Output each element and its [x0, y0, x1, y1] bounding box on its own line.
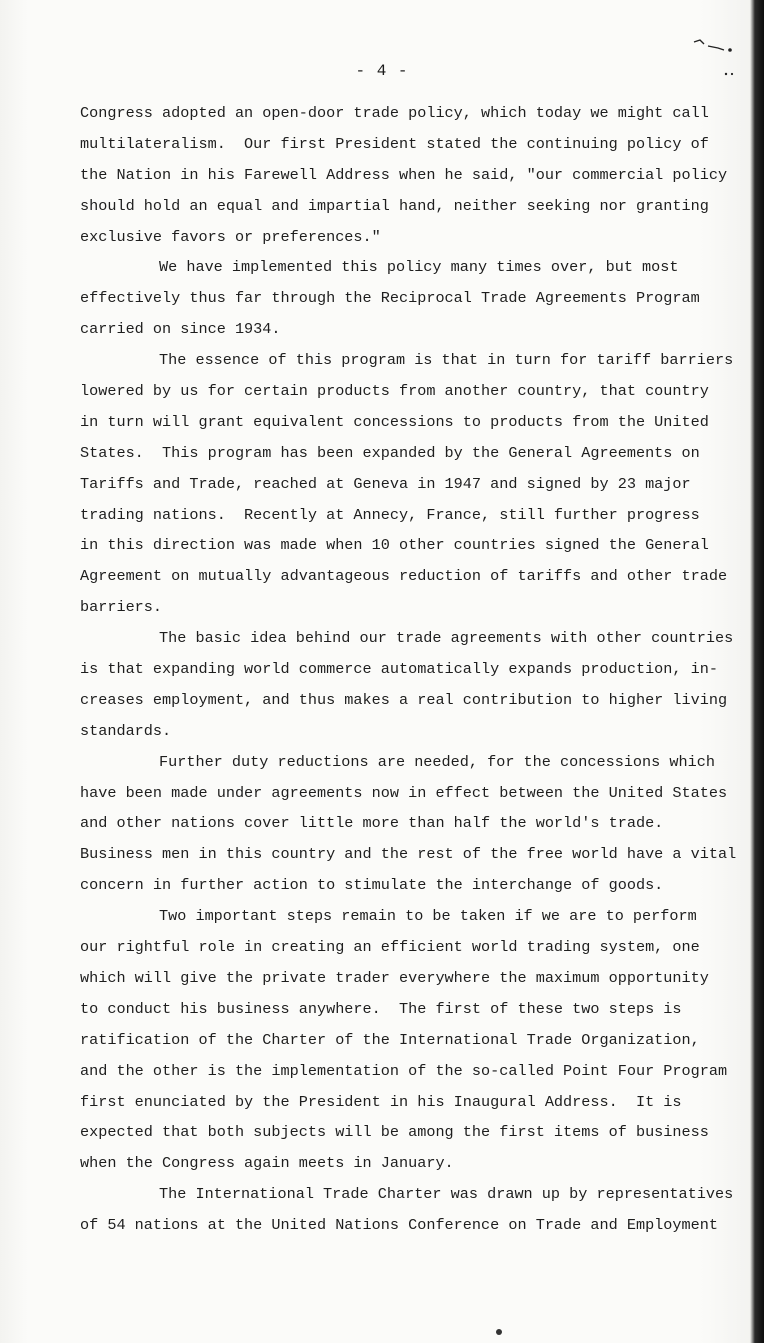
paragraph: [80, 1179, 734, 1241]
text-line: We have implemented this policy many times over, but most: [159, 258, 679, 277]
text-line: The essence of this program is that in turn for tariff barriers: [159, 351, 734, 370]
paragraph: [80, 623, 734, 747]
text-line: creases employment, and thus makes a real contribution to higher living: [80, 690, 728, 709]
text-line: which will give the private trader everywhere the maximum opportunity: [80, 968, 709, 987]
text-line: and other nations cover little more than half the world's trade.: [80, 814, 664, 833]
text-line: expected that both subjects will be among the first items of business: [80, 1123, 709, 1142]
text-line: barriers.: [80, 598, 163, 617]
paragraph: [80, 345, 734, 623]
text-line: multilateralism. Our first President stated the continuing policy of: [80, 134, 709, 153]
text-line: have been made under agreements now in effect between the United States: [80, 783, 728, 802]
text-line: standards.: [80, 721, 172, 740]
text-line: and the other is the implementation of the so-called Point Four Program: [80, 1061, 728, 1080]
text-line: Agreement on mutually advantageous reduction of tariffs and other trade: [80, 567, 728, 586]
text-line: exclusive favors or preferences.": [80, 227, 381, 246]
bottom-speck: [496, 1329, 502, 1335]
document-body: [80, 98, 737, 1241]
text-line: trading nations. Recently at Annecy, France, still further progress: [80, 505, 700, 524]
text-line: in this direction was made when 10 other countries signed the General: [80, 536, 709, 555]
paragraph: [80, 252, 700, 345]
text-line: ratification of the Charter of the International Trade Organization,: [80, 1030, 700, 1049]
text-line: of 54 nations at the United Nations Conference on Trade and Employment: [80, 1216, 718, 1235]
text-line: first enunciated by the President in his Inaugural Address. It is: [80, 1092, 682, 1111]
text-line: Two important steps remain to be taken if we are to perform: [159, 907, 697, 926]
text-line: should hold an equal and impartial hand, neither seeking nor granting: [80, 196, 709, 215]
text-line: effectively thus far through the Reciprocal Trade Agreements Program: [80, 289, 700, 308]
text-line: Congress adopted an open-door trade policy, which today we might call: [80, 104, 709, 122]
text-line: The basic idea behind our trade agreements with other countries: [159, 629, 734, 648]
text-line: is that expanding world commerce automatically expands production, in-: [80, 660, 718, 679]
paragraph: [80, 747, 737, 901]
text-line: in turn will grant equivalent concessions to products from the United: [80, 412, 709, 431]
paragraph: [80, 98, 728, 252]
text-line: carried on since 1934.: [80, 320, 281, 339]
text-line: Further duty reductions are needed, for the concessions which: [159, 752, 715, 771]
text-line: our rightful role in creating an efficient world trading system, one: [80, 938, 700, 957]
page-edge-shadow: [750, 0, 764, 1343]
text-line: the Nation in his Farewell Address when he said, "our commercial policy: [80, 165, 728, 184]
page-number: - 4 -: [355, 62, 409, 80]
paragraph: [80, 901, 728, 1179]
text-line: States. This program has been expanded by the General Agreements on: [80, 443, 700, 462]
text-line: Tariffs and Trade, reached at Geneva in 1947 and signed by 23 major: [80, 474, 691, 493]
text-line: when the Congress again meets in January.: [80, 1154, 454, 1173]
text-line: Business men in this country and the rest of the free world have a vital: [80, 845, 737, 864]
text-line: The International Trade Charter was drawn up by representatives: [159, 1185, 734, 1204]
text-line: concern in further action to stimulate the interchange of goods.: [80, 876, 664, 895]
text-line: to conduct his business anywhere. The first of these two steps is: [80, 999, 682, 1018]
text-line: lowered by us for certain products from another country, that country: [80, 382, 709, 401]
